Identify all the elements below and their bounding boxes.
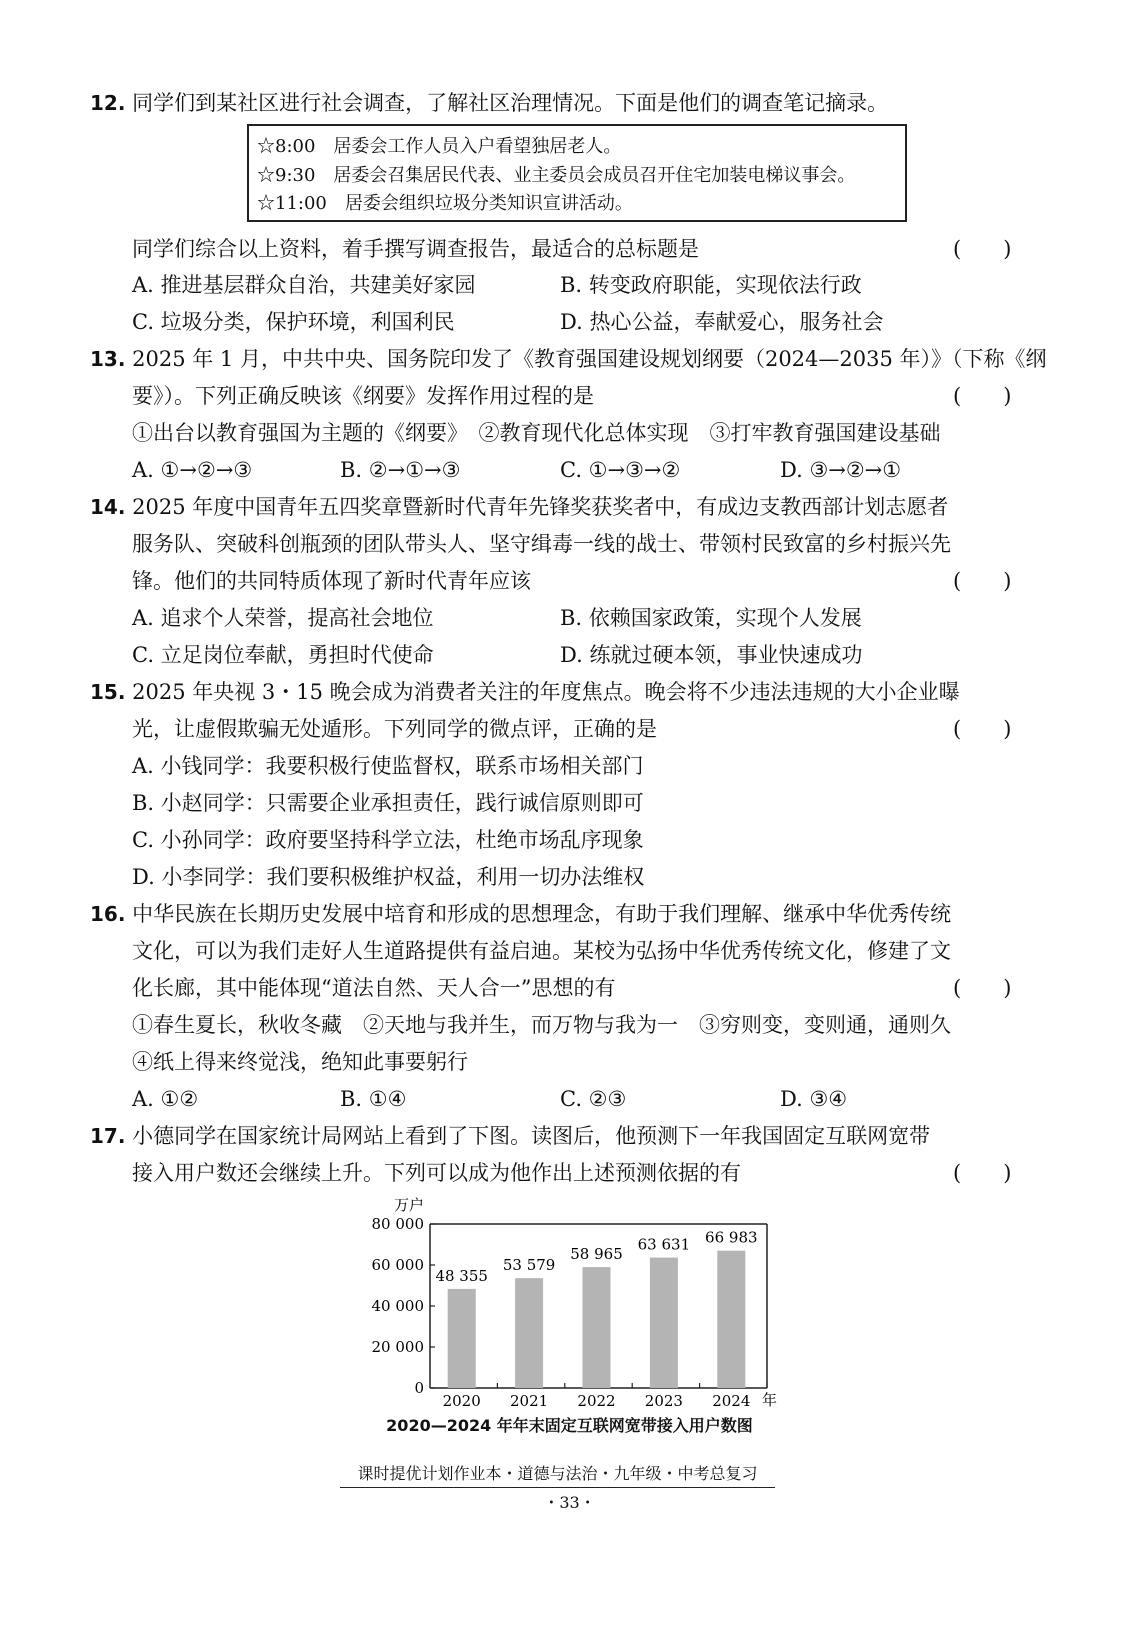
- q15-option-a: A. 小钱同学：我要积极行使监督权，联系市场相关部门: [132, 754, 644, 778]
- q12-stem-line: [90, 88, 888, 118]
- q15-option-d: D. 小李同学：我们要积极维护权益，利用一切办法维权: [132, 865, 645, 889]
- q15-line-1: [90, 677, 960, 707]
- q12-note-box: [247, 124, 907, 222]
- x-tick-label: 2020: [442, 1392, 481, 1410]
- bar-value-label: 63 631: [637, 1235, 691, 1254]
- q14-line-1: [90, 492, 948, 522]
- q16-option-d: D. ③④: [780, 1087, 848, 1111]
- bar-value-label: 53 579: [502, 1256, 556, 1275]
- q13-option-b: B. ②→①→③: [340, 458, 461, 482]
- q17-stem-2: 接入用户数还会继续上升。下列可以成为他作出上述预测依据的有: [132, 1161, 741, 1185]
- q12-question: 同学们综合以上资料，着手撰写调查报告，最适合的总标题是: [132, 237, 699, 261]
- page-number: ・33・: [543, 1493, 596, 1512]
- broadband-users-bar-chart: [0, 1190, 1139, 1420]
- q14-answer-paren: ( ): [953, 569, 1012, 593]
- q15-option-c: C. 小孙同学：政府要坚持科学立法，杜绝市场乱序现象: [132, 828, 644, 852]
- q17-stem-1: 小德同学在国家统计局网站上看到了下图。读图后，他预测下一年我国固定互联网宽带: [132, 1124, 931, 1148]
- q12-option-b: B. 转变政府职能，实现依法行政: [560, 273, 862, 297]
- q15-stem-2: 光，让虚假欺骗无处遁形。下列同学的微点评，正确的是: [132, 717, 657, 741]
- q14-option-b: B. 依赖国家政策，实现个人发展: [560, 606, 862, 630]
- q13-option-c: C. ①→③→②: [560, 458, 681, 482]
- x-tick-label: 2022: [577, 1392, 616, 1410]
- x-tick-label: 2023: [644, 1392, 683, 1410]
- q13-line-1: [90, 344, 1047, 374]
- bar-2023: [650, 1258, 678, 1388]
- q16-stem-2: 文化，可以为我们走好人生道路提供有益启迪。某校为弘扬中华优秀传统文化，修建了文: [132, 939, 951, 963]
- q17-number: 17.: [90, 1124, 126, 1148]
- bar-value-label: 48 355: [435, 1266, 488, 1285]
- q16-items-2: ④纸上得来终觉浅，绝知此事要躬行: [132, 1050, 468, 1074]
- q13-option-a: A. ①→②→③: [132, 458, 253, 482]
- bar-value-label: 58 965: [570, 1245, 623, 1264]
- x-tick-label: 2021: [510, 1392, 549, 1410]
- q12-note-3: ☆11:00 居委会组织垃圾分类知识宣讲活动。: [257, 193, 633, 214]
- q16-option-c: C. ②③: [560, 1087, 627, 1111]
- q13-stem-2: 要》）。下列正确反映该《纲要》发挥作用过程的是: [132, 384, 594, 408]
- q12-stem: 同学们到某社区进行社会调查，了解社区治理情况。下面是他们的调查笔记摘录。: [132, 91, 889, 115]
- q14-stem-1: 2025 年度中国青年五四奖章暨新时代青年先锋奖获奖者中，有成边支教西部计划志愿者: [132, 495, 949, 519]
- q15-number: 15.: [90, 680, 126, 704]
- y-tick-label: 40 000: [371, 1297, 424, 1315]
- y-tick-label: 0: [414, 1379, 424, 1397]
- q12-note-2: ☆9:30 居委会召集居民代表、业主委员会成员召开住宅加装电梯议事会。: [257, 165, 856, 186]
- bar-2021: [515, 1278, 543, 1388]
- bar-2024: [717, 1251, 745, 1388]
- q12-option-d: D. 热心公益，奉献爱心，服务社会: [560, 310, 884, 334]
- q15-answer-paren: ( ): [953, 717, 1012, 741]
- bar-2020: [448, 1289, 476, 1388]
- q16-option-a: A. ①②: [132, 1087, 199, 1111]
- q15-stem-1: 2025 年央视 3・15 晚会成为消费者关注的年度焦点。晚会将不少违法违规的大小企业曝: [132, 680, 960, 704]
- q16-stem-1: 中华民族在长期历史发展中培育和形成的思想理念，有助于我们理解、继承中华优秀传统: [132, 902, 952, 926]
- q13-stem-1: 2025 年 1 月，中共中央、国务院印发了《教育强国建设规划纲要（2024—2035 年）》（下称《纲: [132, 347, 1047, 371]
- q16-option-b: B. ①④: [340, 1087, 407, 1111]
- q12-note-1: ☆8:00 居委会工作人员入户看望独居老人。: [257, 136, 622, 157]
- q17-answer-paren: ( ): [953, 1161, 1012, 1185]
- q13-number: 13.: [90, 347, 126, 371]
- q12-number: 12.: [90, 91, 126, 115]
- q15-option-b: B. 小赵同学：只需要企业承担责任，践行诚信原则即可: [132, 791, 644, 815]
- chart-title: 2020—2024 年年末固定互联网宽带接入用户数图: [386, 1416, 753, 1435]
- q13-items: ①出台以教育强国为主题的《纲要》 ②教育现代化总体实现 ③打牢教育强国建设基础: [132, 421, 941, 445]
- bar-2022: [583, 1267, 611, 1388]
- x-axis-label: 年: [762, 1391, 778, 1409]
- q16-number: 16.: [90, 902, 126, 926]
- y-axis-label: 万户: [394, 1196, 425, 1214]
- q12-answer-paren: ( ): [953, 237, 1012, 261]
- footer-series-title: 课时提优计划作业本・道德与法治・九年级・中考总复习: [340, 1461, 775, 1488]
- q12-option-c: C. 垃圾分类，保护环境，利国利民: [132, 310, 455, 334]
- bar-value-label: 66 983: [705, 1228, 758, 1247]
- q14-stem-3: 锋。他们的共同特质体现了新时代青年应该: [132, 569, 531, 593]
- q14-option-a: A. 追求个人荣誉，提高社会地位: [132, 606, 434, 630]
- q14-option-c: C. 立足岗位奉献，勇担时代使命: [132, 643, 434, 667]
- q13-answer-paren: ( ): [953, 384, 1012, 408]
- y-tick-label: 60 000: [371, 1256, 424, 1274]
- q14-number: 14.: [90, 495, 126, 519]
- q17-line-1: [90, 1121, 930, 1151]
- q12-option-a: A. 推进基层群众自治，共建美好家园: [132, 273, 476, 297]
- q16-answer-paren: ( ): [953, 976, 1012, 1000]
- q16-stem-3: 化长廊，其中能体现“道法自然、天人合一”思想的有: [132, 976, 616, 1000]
- q16-items-1: ①春生夏长，秋收冬藏 ②天地与我并生，而万物与我为一 ③穷则变，变则通，通则久: [132, 1013, 951, 1037]
- q16-line-1: [90, 899, 951, 929]
- y-tick-label: 80 000: [371, 1215, 424, 1233]
- x-tick-label: 2024: [712, 1392, 751, 1410]
- q14-option-d: D. 练就过硬本领，事业快速成功: [560, 643, 863, 667]
- q13-option-d: D. ③→②→①: [780, 458, 902, 482]
- q14-stem-2: 服务队、突破科创瓶颈的团队带头人、坚守缉毒一线的战士、带领村民致富的乡村振兴先: [132, 532, 951, 556]
- y-tick-label: 20 000: [371, 1338, 424, 1356]
